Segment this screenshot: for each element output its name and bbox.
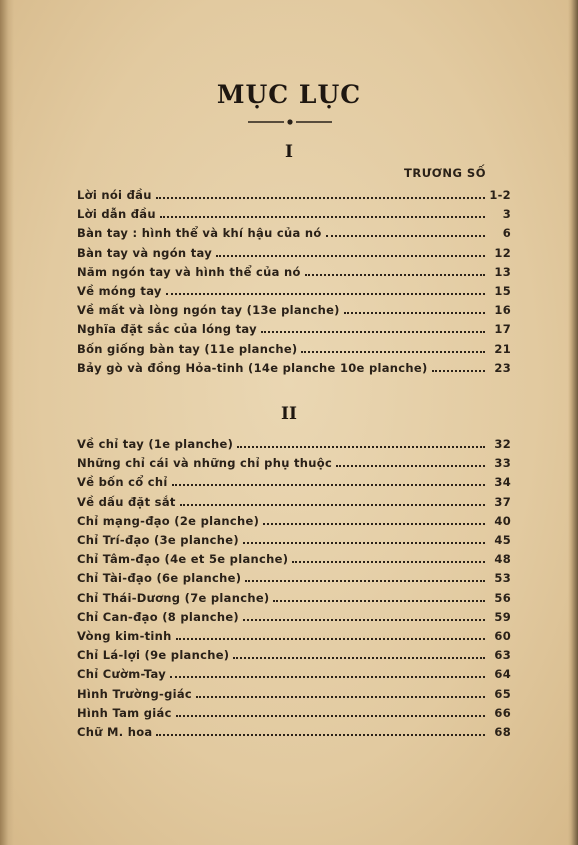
toc-entry-page-number: 45 (494, 533, 511, 547)
toc-entry (77, 222, 511, 240)
toc-entry-title: Chỉ Tài-đạo (6e planche) (77, 571, 242, 586)
toc-entry-page-number: 12 (494, 245, 511, 260)
toc-entry-title: Chỉ Thái-Dương (7e planche) (77, 590, 270, 605)
toc-entry-page-number: 34 (494, 475, 511, 490)
toc-entry (77, 203, 511, 221)
toc-entry (77, 683, 511, 701)
toc-entry-title: Về dấu đặt sắt (77, 494, 176, 509)
dot-leader (216, 254, 485, 257)
toc-entry-title: Chữ M. hoa (77, 725, 153, 739)
toc-entry-title: Chỉ Tâm-đạo (4e et 5e planche) (77, 552, 289, 567)
dot-leader (166, 292, 485, 295)
dot-leader (180, 503, 485, 506)
toc-entry-title: Lời dẫn đầu (77, 207, 156, 222)
toc-entry (77, 625, 511, 643)
toc-entry (77, 357, 511, 375)
section-heading-2: II (281, 404, 297, 424)
toc-entry-page-number: 16 (494, 303, 511, 318)
toc-entry-title: Về mất và lòng ngón tay (13e planche) (77, 303, 340, 318)
toc-entry-title: Chỉ Trí-đạo (3e planche) (77, 533, 239, 547)
toc-entry-title: Về chỉ tay (1e planche) (77, 437, 234, 451)
toc-entry (77, 663, 511, 681)
toc-entry-page-number: 59 (494, 609, 511, 624)
toc-entry-title: Vòng kim-tinh (77, 629, 172, 643)
toc-entry (77, 452, 511, 470)
toc-entry-title: Chỉ mạng-đạo (2e planche) (77, 513, 260, 528)
toc-entry-title: Bốn giống bàn tay (11e planche) (77, 341, 298, 356)
toc-entry-title: Về bốn cổ chỉ (77, 475, 168, 490)
toc-entry (77, 567, 511, 585)
dot-leader (170, 675, 485, 678)
dot-leader (176, 714, 485, 717)
toc-entry (77, 587, 511, 605)
toc-entry-page-number: 65 (494, 686, 511, 701)
dot-leader (237, 445, 485, 448)
toc-entry-title: Những chỉ cái và những chỉ phụ thuộc (77, 456, 333, 471)
toc-entry (77, 261, 511, 279)
toc-entry (77, 318, 511, 336)
dot-leader (336, 464, 485, 467)
toc-entry-page-number: 3 (502, 207, 511, 222)
toc-entry-page-number: 33 (494, 456, 511, 471)
dot-leader (305, 273, 485, 276)
toc-entry (77, 184, 511, 202)
dot-leader (344, 311, 485, 314)
toc-entry-page-number: 21 (494, 341, 511, 356)
dot-leader (273, 599, 485, 602)
toc-entry-title: Chỉ Lá-lợi (9e planche) (77, 648, 230, 663)
toc-entry-title: Bàn tay và ngón tay (77, 245, 212, 260)
dot-leader (432, 369, 485, 372)
dot-leader (233, 656, 485, 659)
toc-entry-page-number: 17 (494, 322, 511, 337)
toc-entry-title: Chỉ Can-đạo (8 planche) (77, 609, 239, 624)
dot-leader (245, 579, 485, 582)
toc-entry-title: Hình Trường-giác (77, 686, 193, 701)
toc-entry-title: Về móng tay (77, 284, 162, 298)
toc-entry (77, 529, 511, 547)
dot-leader (172, 483, 485, 486)
dot-leader (176, 637, 485, 640)
toc-entry-title: Hình Tam giác (77, 705, 172, 720)
toc-entry-page-number: 15 (494, 284, 511, 298)
toc-entry-title: Chỉ Cườm-Tay (77, 667, 167, 682)
toc-entry-title: Bảy gò và đồng Hỏa-tinh (14e planche 10e planche) (77, 360, 428, 375)
toc-entry (77, 644, 511, 662)
dot-leader (156, 733, 485, 736)
dot-leader (156, 196, 485, 199)
page-title: MỤC LỤC (216, 80, 362, 109)
toc-entry (77, 280, 511, 298)
dot-leader (301, 350, 485, 353)
toc-entry (77, 242, 511, 260)
toc-entry (77, 471, 511, 489)
toc-entry-page-number: 23 (494, 360, 511, 375)
toc-entry-page-number: 1-2 (489, 188, 511, 202)
title-ornament (248, 118, 332, 126)
toc-entry-page-number: 6 (502, 226, 511, 241)
dot-leader (292, 560, 485, 563)
dot-leader (263, 522, 485, 525)
toc-entry-page-number: 13 (494, 264, 511, 279)
dot-leader (326, 234, 485, 237)
dot-leader (261, 330, 485, 333)
toc-entry-page-number: 66 (494, 705, 511, 720)
toc-entry (77, 338, 511, 356)
toc-entry (77, 548, 511, 566)
dot-leader (160, 215, 485, 218)
toc-entry-page-number: 56 (494, 590, 511, 605)
toc-entry-page-number: 37 (494, 494, 511, 509)
toc-entry-title: Năm ngón tay và hình thể của nó (77, 264, 301, 279)
toc-entry (77, 510, 511, 528)
dot-leader (243, 618, 485, 621)
toc-entry-page-number: 63 (494, 648, 511, 663)
toc-entry-page-number: 40 (494, 513, 511, 528)
page-column-header: TRƯƠNG SỐ (404, 166, 486, 180)
toc-entry-page-number: 53 (494, 571, 511, 586)
toc-entry-page-number: 32 (494, 437, 511, 451)
section-heading-1: I (285, 142, 293, 162)
toc-entry (77, 433, 511, 451)
dot-leader (243, 541, 485, 544)
toc-entry-title: Lời nói đầu (77, 188, 152, 202)
toc-entry (77, 721, 511, 739)
toc-entry-page-number: 60 (494, 629, 511, 643)
toc-entry (77, 491, 511, 509)
toc-entry (77, 702, 511, 720)
toc-entry (77, 299, 511, 317)
dot-leader (196, 695, 485, 698)
toc-entry-title: Nghĩa đặt sắc của lóng tay (77, 322, 257, 337)
toc-entry-title: Bàn tay : hình thể và khí hậu của nó (77, 226, 322, 241)
toc-entry-page-number: 48 (494, 552, 511, 567)
toc-entry-page-number: 64 (494, 667, 511, 682)
toc-entry (77, 606, 511, 624)
toc-entry-page-number: 68 (494, 725, 511, 739)
